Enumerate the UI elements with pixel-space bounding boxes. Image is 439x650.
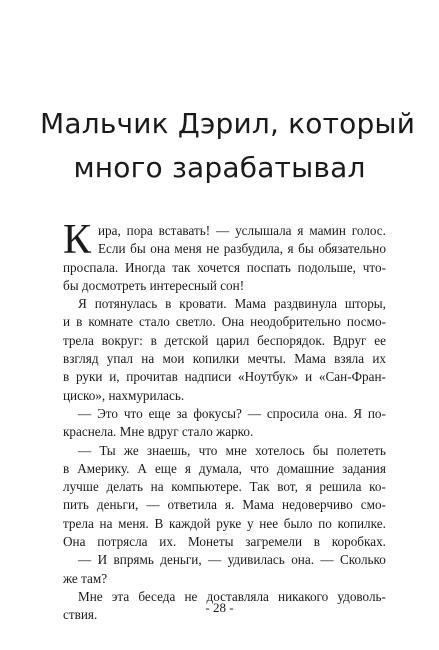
chapter-title	[40, 102, 416, 190]
chapter-body-text	[63, 217, 386, 625]
text-lines	[63, 222, 386, 625]
text-line: — Ты же знаешь, что мне хотелось бы полететь	[78, 442, 386, 458]
text-line: Я потянулась в кровати. Мама раздвинула шторы,	[78, 296, 386, 312]
text-line: циско», нахмурилась.	[63, 387, 185, 403]
text-line: ствия.	[63, 607, 98, 623]
text-line: в Америку. А еще я думала, что домашние задания	[63, 460, 386, 476]
text-line: и в комнате стало светло. Она неодобрительно посмо-	[63, 314, 386, 330]
text-line: трела на меня. В каждой руке у нее было по копилке.	[63, 515, 386, 531]
text-line: пить деньги, — ответила я. Мама недоверчиво смо-	[63, 497, 386, 513]
text-line: — Это что еще за фокусы? — спросила она. Я по-	[78, 405, 386, 421]
page-number: - 28 -	[205, 600, 234, 615]
text-line: краснела. Мне вдруг стало жарко.	[63, 424, 254, 440]
text-line: лучше делать на компьютере. Так вот, я решила ко-	[63, 479, 386, 495]
text-line: взгляд упал на мои копилки мечты. Мама взяла их	[63, 351, 386, 367]
text-line: ира, пора вставать! — услышала я мамин голос.	[98, 223, 386, 238]
text-line: бы досмотреть интересный сон!	[63, 277, 245, 293]
chapter-title-line-2: много зарабатывал	[73, 151, 366, 184]
text-line: проспала. Иногда так хочется поспать подольше, что-	[63, 259, 386, 275]
text-line: Мне эта беседа не доставляла никакого удоволь-	[78, 588, 386, 604]
text-line: в руки и, прочитав надписи «Ноутбук» и «Сан-Фран-	[63, 369, 386, 385]
text-line: Она потрясла их. Монеты загремели в коробках.	[63, 534, 386, 550]
text-line: же там?	[63, 570, 108, 586]
text-line: — И впрямь деньги, — удивилась она. — Сколько	[78, 552, 386, 568]
text-line: Если бы она меня не разбудила, я бы обязательно	[98, 241, 386, 257]
drop-cap: К	[63, 217, 92, 263]
chapter-title-line-1: Мальчик Дэрил, который	[40, 107, 416, 140]
text-line: трела вокруг: в детской царил беспорядок. Вдруг ее	[63, 332, 386, 348]
